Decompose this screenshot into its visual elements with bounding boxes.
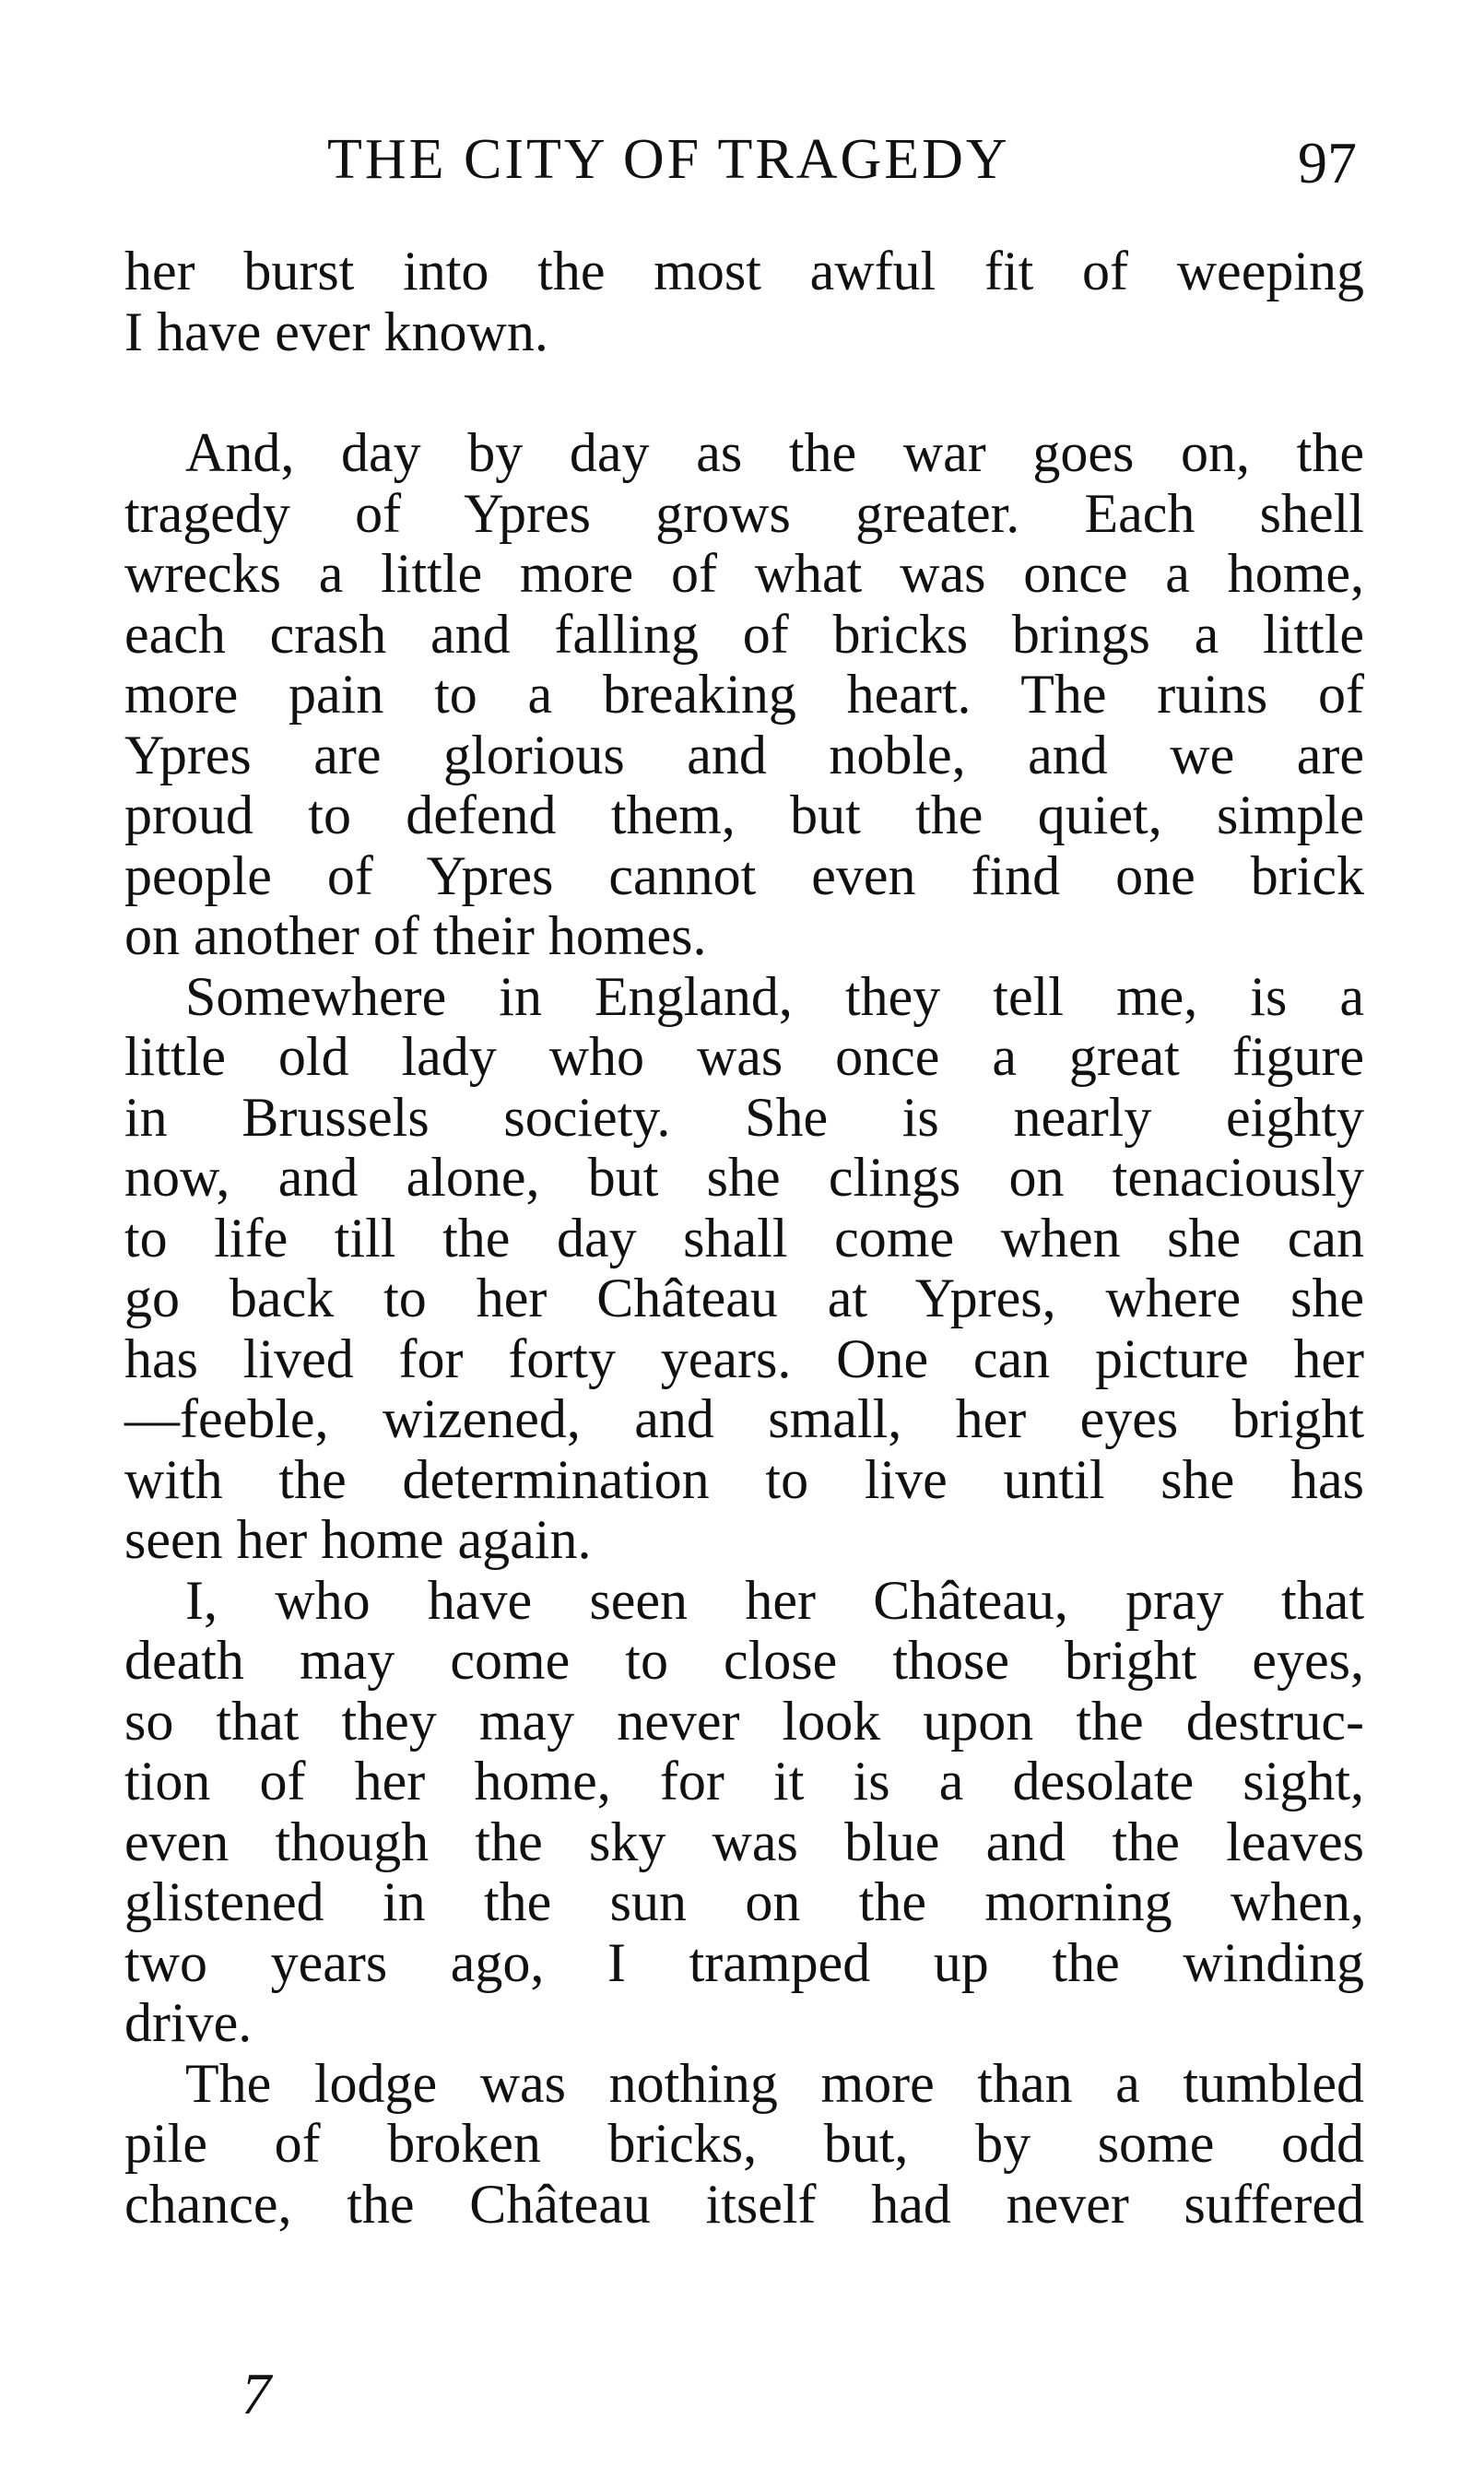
text-line: The lodge was nothing more than a tumbled xyxy=(185,2052,1364,2114)
text-line: to life till the day shall come when she can xyxy=(124,1207,1364,1268)
text-line: go back to her Château at Ypres, where she xyxy=(124,1268,1364,1328)
text-line: so that they may never look upon the destruc- xyxy=(124,1690,1364,1752)
text-line: people of Ypres cannot even find one brick xyxy=(124,844,1364,906)
text-line: two years ago, I tramped up the winding xyxy=(124,1931,1364,1993)
text-line: I, who have seen her Château, pray that xyxy=(185,1569,1364,1631)
text-line: death may come to close those bright eyes, xyxy=(124,1630,1364,1691)
text-line: in Brussels society. She is nearly eighty xyxy=(124,1086,1364,1148)
text-line: tion of her home, for it is a desolate sight, xyxy=(124,1751,1364,1811)
page-number: 97 xyxy=(1298,130,1357,195)
running-title: THE CITY OF TRAGEDY xyxy=(327,128,1010,191)
text-line: drive. xyxy=(124,1992,253,2053)
page-body xyxy=(124,242,1364,2235)
text-line: seen her home again. xyxy=(124,1509,592,1570)
text-line: her burst into the most awful fit of weeping xyxy=(124,241,1364,301)
text-line: And, day by day as the war goes on, the xyxy=(185,422,1364,483)
text-line: even though the sky was blue and the leaves xyxy=(124,1811,1364,1872)
paragraph-gap xyxy=(124,362,1364,423)
text-line: wrecks a little more of what was once a home, xyxy=(124,543,1364,604)
text-line: has lived for forty years. One can picture her xyxy=(124,1328,1364,1389)
text-line: I have ever known. xyxy=(124,301,548,362)
text-line: Somewhere in England, they tell me, is a xyxy=(185,965,1364,1027)
text-line: little old lady who was once a great figure xyxy=(124,1026,1364,1087)
text-line: now, and alone, but she clings on tenaciously xyxy=(124,1147,1364,1208)
text-line: tragedy of Ypres grows greater. Each shell xyxy=(124,482,1364,544)
text-line: glistened in the sun on the morning when, xyxy=(124,1871,1364,1932)
text-line: Ypres are glorious and noble, and we are xyxy=(124,724,1364,785)
text-line: —feeble, wizened, and small, her eyes bright xyxy=(124,1388,1364,1449)
signature-mark: 7 xyxy=(241,2361,271,2426)
text-line: with the determination to live until she has xyxy=(124,1448,1364,1510)
text-line: each crash and falling of bricks brings a little xyxy=(124,603,1364,665)
text-line: on another of their homes. xyxy=(124,905,707,966)
page-header xyxy=(124,127,1364,201)
text-line: proud to defend them, but the quiet, simple xyxy=(124,785,1364,845)
text-line: pile of broken bricks, but, by some odd xyxy=(124,2113,1364,2174)
text-line: more pain to a breaking heart. The ruins of xyxy=(124,664,1364,725)
text-line: chance, the Château itself had never suffered xyxy=(124,2173,1364,2235)
